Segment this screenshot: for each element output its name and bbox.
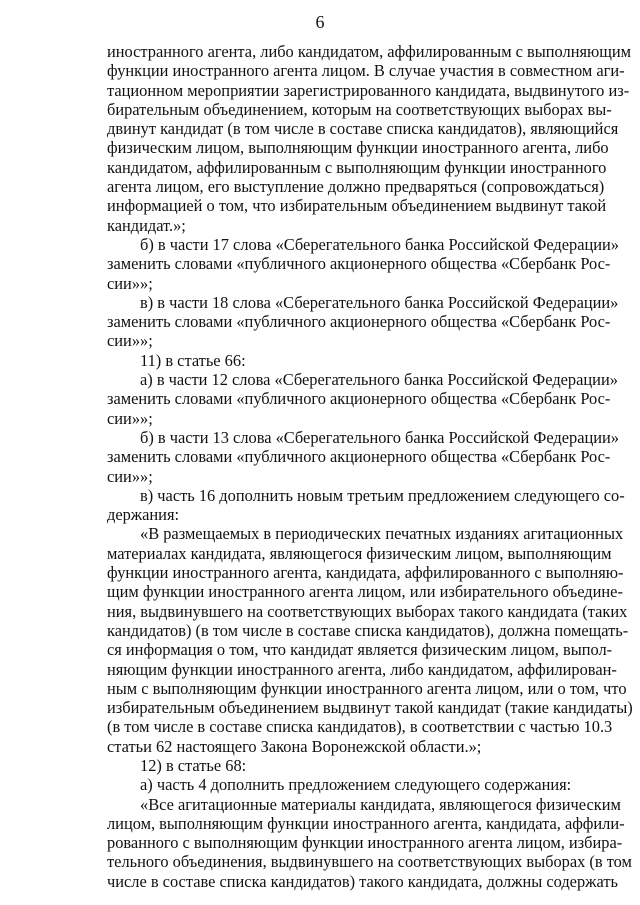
text-line: числе в составе списка кандидатов) такого кандидата, должны содержать — [107, 871, 618, 891]
document-text — [107, 42, 633, 891]
text-line: (в том числе в составе списка кандидатов), в соответствии с частью 10.3 — [107, 717, 613, 737]
text-line: в) в части 18 слова «Сберегательного банка Российской Федерации» — [140, 292, 619, 312]
text-line: бирательным объединением, которым на соответствующих выборах вы- — [107, 99, 612, 119]
text-line: информацией о том, что избирательным объединением выдвинут такой — [107, 196, 607, 216]
text-line: сии»»; — [107, 466, 153, 486]
text-line: заменить словами «публичного акционерного общества «Сбербанк Рос- — [107, 312, 611, 332]
text-line: «Все агитационные материалы кандидата, являющегося физическим — [140, 794, 621, 814]
text-line: «В размещаемых в периодических печатных изданиях агитационных — [140, 524, 624, 544]
text-line: сии»»; — [107, 408, 153, 428]
text-line: держания: — [107, 505, 180, 525]
page-number: 6 — [315, 12, 325, 32]
text-line: а) в части 12 слова «Сберегательного банка Российской Федерации» — [140, 370, 618, 390]
text-line: лицом, выполняющим функции иностранного агента, кандидата, аффили- — [107, 813, 625, 833]
text-line: заменить словами «публичного акционерного общества «Сбербанк Рос- — [107, 447, 611, 467]
text-line: материалах кандидата, являющегося физическим лицом, выполняющим — [107, 543, 612, 563]
text-line: щим функции иностранного агента лицом, или избирательного объедине- — [107, 582, 623, 602]
text-line: сии»»; — [107, 331, 153, 351]
text-line: в) часть 16 дополнить новым третьим предложением следующего со- — [140, 485, 625, 505]
text-line: функции иностранного агента лицом. В случае участия в совместном аги- — [107, 61, 625, 81]
text-line: двинут кандидат (в том числе в составе списка кандидатов), являющийся — [107, 119, 619, 139]
text-line: иностранного агента, либо кандидатом, аффилированным с выполняющим — [107, 42, 632, 61]
text-line: б) в части 17 слова «Сберегательного банка Российской Федерации» — [140, 234, 619, 254]
text-line: рованного с выполняющим функции иностранного агента лицом, избира- — [107, 833, 623, 853]
text-line: тационном мероприятии зарегистрированного кандидата, выдвинутого из- — [107, 80, 630, 100]
text-line: статьи 62 настоящего Закона Воронежской области.»; — [107, 736, 482, 756]
text-line: физическим лицом, выполняющим функции иностранного агента, либо — [107, 138, 609, 158]
text-line: а) часть 4 дополнить предложением следующего содержания: — [140, 775, 572, 795]
text-line: 12) в статье 68: — [140, 755, 247, 775]
text-line: ным с выполняющим функции иностранного агента лицом, или о том, что — [107, 678, 627, 698]
text-line: кандидат.»; — [107, 215, 186, 235]
text-line: функции иностранного агента, кандидата, аффилированного с выполняю- — [107, 563, 624, 583]
text-line: сии»»; — [107, 273, 153, 293]
text-line: заменить словами «публичного акционерного общества «Сбербанк Рос- — [107, 254, 611, 274]
text-line: няющим функции иностранного агента, либо кандидатом, аффилирован- — [107, 659, 617, 679]
text-line: кандидатом, аффилированным с выполняющим функции иностранного — [107, 157, 607, 177]
text-line: агента лицом, его выступление должно предваряться (сопровождаться) — [107, 177, 605, 197]
text-line: тельного объединения, выдвинувшего на соответствующих выборах (в том — [107, 852, 632, 872]
text-line: ния, выдвинувшего на соответствующих выборах такого кандидата (таких — [107, 601, 628, 621]
text-line: б) в части 13 слова «Сберегательного банка Российской Федерации» — [140, 427, 619, 447]
text-line: кандидатов) (в том числе в составе списка кандидатов), должна помещать- — [107, 620, 629, 640]
text-line: заменить словами «публичного акционерного общества «Сбербанк Рос- — [107, 389, 611, 409]
text-line: избирательным объединением выдвинут такой кандидат (такие кандидаты) — [107, 698, 633, 718]
text-line: 11) в статье 66: — [140, 350, 246, 370]
text-line: ся информация о том, что кандидат является физическим лицом, выпол- — [107, 640, 613, 660]
